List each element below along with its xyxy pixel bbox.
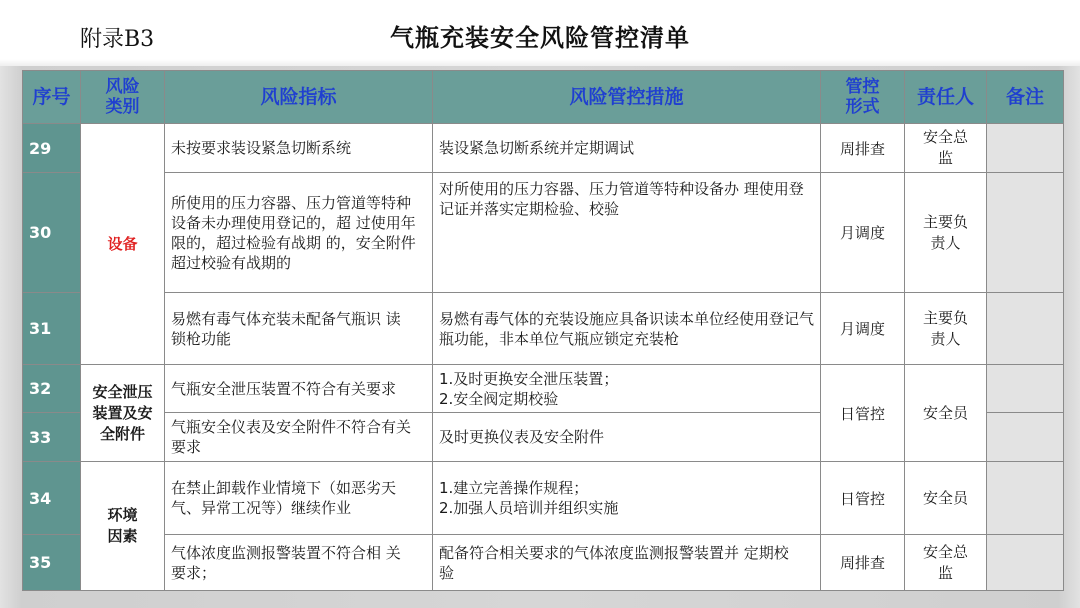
row-measures: 易燃有毒气体的充装设施应具备识读本单位经使用登记气瓶功能，非本单位气瓶应锁定充装枪 <box>433 293 821 365</box>
category-environment: 环境因素 <box>81 462 165 591</box>
row-remarks <box>987 173 1064 293</box>
row-measures: 对所使用的压力容器、压力管道等特种设备办 理使用登记证并落实定期检验、校验 <box>433 173 821 293</box>
row-remarks <box>987 462 1064 535</box>
row-remarks <box>987 413 1064 462</box>
row-responsible: 安全员 <box>905 462 987 535</box>
measure-line: 2.加强人员培训并组织实施 <box>439 499 619 517</box>
row-control-form: 周排查 <box>821 124 905 173</box>
row-seq: 31 <box>23 293 81 365</box>
row-control-form: 日管控 <box>821 365 905 462</box>
header-control-form: 管控形式 <box>821 71 905 124</box>
table-row <box>23 173 1064 293</box>
row-control-form: 月调度 <box>821 173 905 293</box>
category-equipment: 设备 <box>81 124 165 365</box>
table-header-row <box>23 71 1064 124</box>
row-remarks <box>987 293 1064 365</box>
row-remarks <box>987 124 1064 173</box>
row-measures <box>433 365 821 413</box>
row-control-form: 月调度 <box>821 293 905 365</box>
measure-line: 2.安全阀定期校验 <box>439 389 559 408</box>
row-measures <box>433 462 821 535</box>
row-responsible: 安全总监 <box>905 535 987 591</box>
row-responsible: 安全员 <box>905 365 987 462</box>
row-indicator: 未按要求装设紧急切断系统 <box>165 124 433 173</box>
row-remarks <box>987 365 1064 413</box>
row-measures: 装设紧急切断系统并定期调试 <box>433 124 821 173</box>
row-seq: 33 <box>23 413 81 462</box>
row-seq: 29 <box>23 124 81 173</box>
row-indicator: 气瓶安全仪表及安全附件不符合有关要求 <box>165 413 433 462</box>
row-remarks <box>987 535 1064 591</box>
row-responsible: 安全总监 <box>905 124 987 173</box>
row-indicator: 气体浓度监测报警装置不符合相 关要求； <box>165 535 433 591</box>
row-seq: 34 <box>23 462 81 535</box>
row-responsible: 主要负责人 <box>905 173 987 293</box>
table-row <box>23 365 1064 413</box>
row-seq: 35 <box>23 535 81 591</box>
row-indicator: 在禁止卸载作业情境下（如恶劣天气、异常工况等）继续作业 <box>165 462 433 535</box>
table-row <box>23 535 1064 591</box>
row-indicator: 易燃有毒气体充装未配备气瓶识 读锁枪功能 <box>165 293 433 365</box>
row-control-form: 日管控 <box>821 462 905 535</box>
table-row <box>23 293 1064 365</box>
row-measures: 及时更换仪表及安全附件 <box>433 413 821 462</box>
header-responsible: 责任人 <box>905 71 987 124</box>
row-responsible: 主要负责人 <box>905 293 987 365</box>
header-measures: 风险管控措施 <box>433 71 821 124</box>
measure-line: 1.建立完善操作规程； <box>439 479 589 497</box>
row-measures: 配备符合相关要求的气体浓度监测报警装置并 定期校验 <box>433 535 821 591</box>
header-seq: 序号 <box>23 71 81 124</box>
measure-line: 1.及时更换安全泄压装置； <box>439 369 619 388</box>
appendix-label: 附录B3 <box>80 27 155 52</box>
row-control-form: 周排查 <box>821 535 905 591</box>
table-row <box>23 462 1064 535</box>
page-title: 气瓶充装安全风险管控清单 <box>390 24 690 52</box>
risk-control-table <box>22 70 1064 591</box>
row-indicator: 所使用的压力容器、压力管道等特种设备未办理使用登记的，超 过使用年限的，超过检验有战期 的，安全附件超过校验有战期的 <box>165 173 433 293</box>
row-seq: 32 <box>23 365 81 413</box>
header-remarks: 备注 <box>987 71 1064 124</box>
row-seq: 30 <box>23 173 81 293</box>
row-indicator: 气瓶安全泄压装置不符合有关要求 <box>165 365 433 413</box>
table-row <box>23 124 1064 173</box>
header-category: 风险类别 <box>81 71 165 124</box>
category-safety-device: 安全泄压装置及安全附件 <box>81 365 165 462</box>
table-background <box>0 66 1080 608</box>
header-indicator: 风险指标 <box>165 71 433 124</box>
